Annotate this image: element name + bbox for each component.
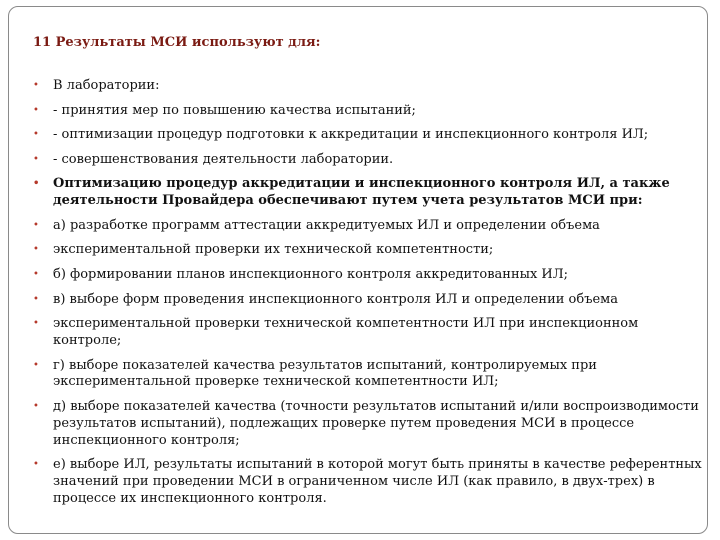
list-item: • экспериментальной проверки технической компетентности ИЛ при инспекционном контроле; [33, 316, 639, 348]
list-item: • - оптимизации процедур подготовки к аккредитации и инспекционного контроля ИЛ; [33, 127, 649, 143]
bullet-icon: • [33, 293, 39, 305]
bullet-icon: • [33, 80, 39, 91]
list-item: • г) выборе показателей качества результатов испытаний, контролируемых при экспериментальной проверке технической компетентности ИЛ; [33, 357, 597, 390]
bullet-icon: • [33, 244, 39, 256]
list-item: • а) разработке программ аттестации аккредитуемых ИЛ и определении объема [33, 217, 600, 233]
list-item: • б) формировании планов инспекционного контроля аккредитованных ИЛ; [33, 266, 568, 282]
bullet-icon: • [33, 400, 39, 412]
bullet-icon: • [33, 268, 39, 280]
list-item: • в) выборе форм проведения инспекционного контроля ИЛ и определении объема [33, 291, 619, 307]
bullet-icon: • [33, 219, 39, 231]
bullet-icon: • [33, 359, 39, 371]
bullet-icon: • [33, 104, 39, 116]
bullet-icon: • [33, 129, 39, 141]
list-item: • - принятия мер по повышению качества испытаний; [33, 102, 416, 118]
bullet-list [33, 78, 703, 515]
list-item: • - совершенствования деятельности лаборатории. [33, 151, 394, 167]
bullet-icon: • [33, 153, 39, 165]
list-item: • экспериментальной проверки их технической компетентности; [33, 242, 494, 258]
slide-title: 11 Результаты МСИ используют для: [33, 35, 321, 50]
list-item-bold: • Оптимизацию процедур аккредитации и инспекционного контроля ИЛ, а также деятельности Провайдера обеспечивают путем учета результатов МСИ при: [33, 176, 670, 209]
list-item: • д) выборе показателей качества (точности результатов испытаний и/или воспроизводимости результатов испытаний), подлежащих проверке путем проведения МСИ в процессе инспекционного контроля; [33, 398, 699, 448]
bullet-icon: • [33, 459, 39, 471]
list-item: • В лаборатории: [33, 78, 160, 93]
list-item: • е) выборе ИЛ, результаты испытаний в которой могут быть приняты в качестве референтных значений при проведении МСИ в ограниченном числе ИЛ (как правило, в двух-трех) в процессе их инспекционного контроля. [33, 457, 702, 506]
bullet-icon: • [33, 318, 39, 330]
bullet-icon: • [33, 178, 40, 190]
